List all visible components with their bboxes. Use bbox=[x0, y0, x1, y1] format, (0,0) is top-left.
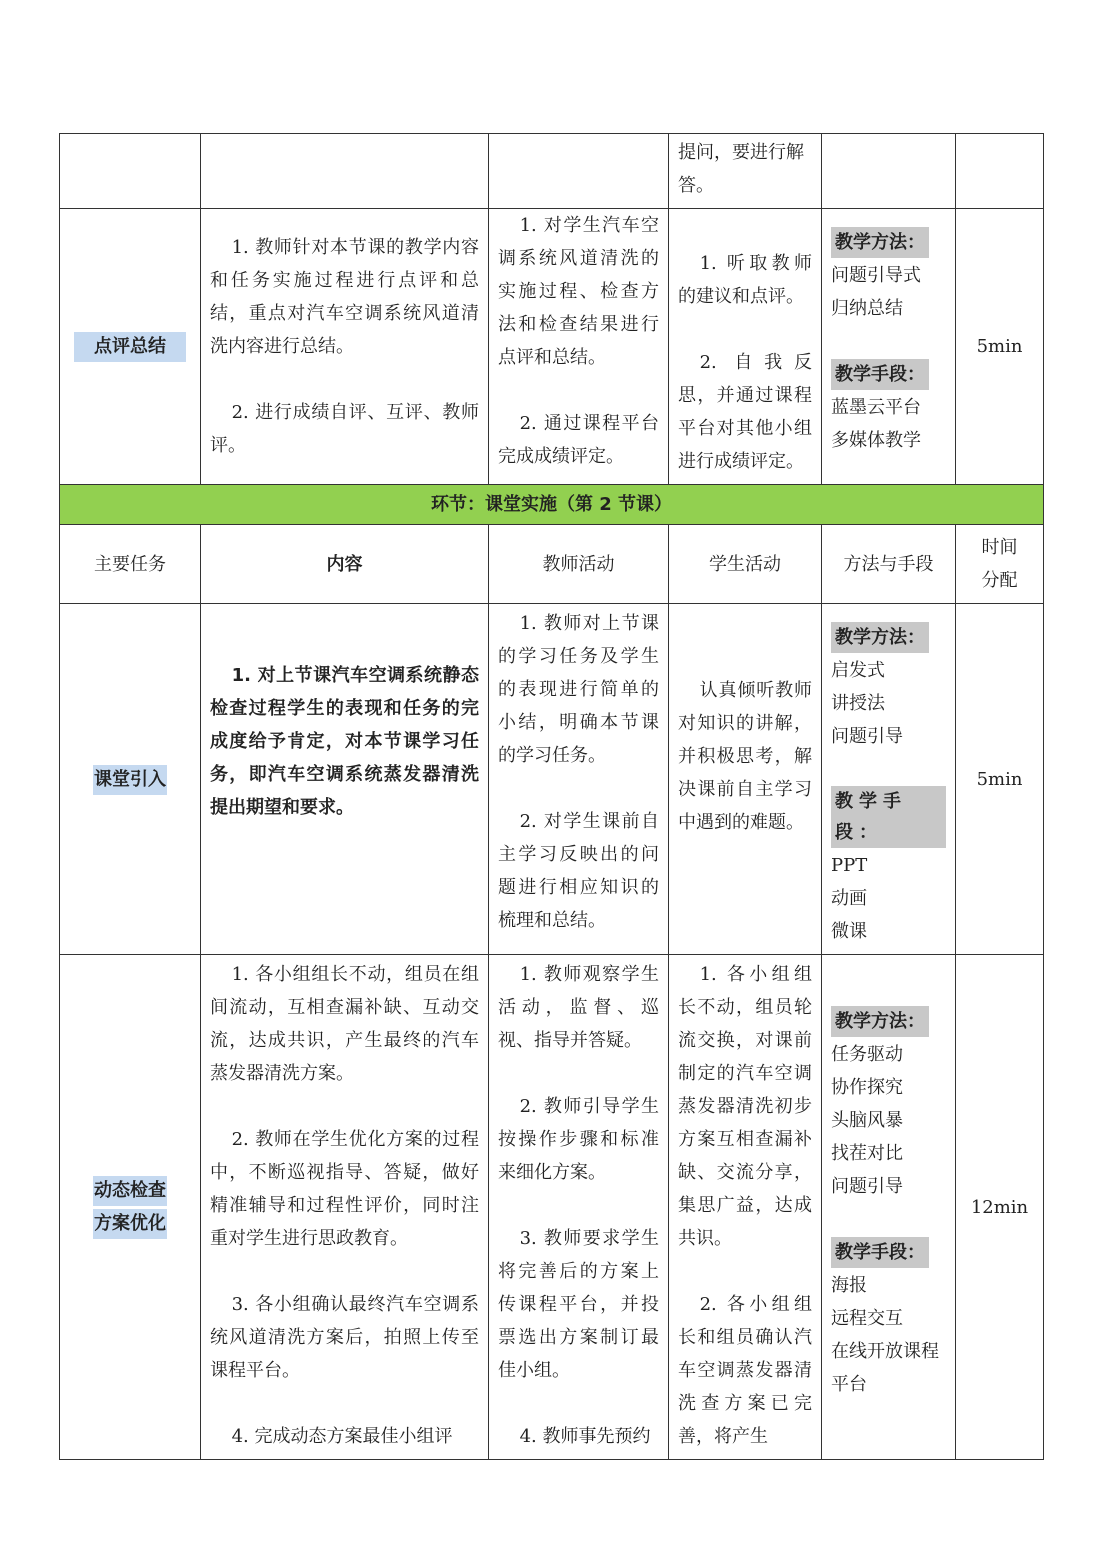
content-text: 4. 完成动态方案最佳小组评 bbox=[231, 1426, 453, 1447]
teacher-text: 2. 对学生课前自主学习反映出的问题进行相应知识的梳理和总结。 bbox=[498, 811, 659, 931]
table-row bbox=[60, 209, 1044, 485]
time-cell bbox=[956, 134, 1044, 209]
method-item: 问题引导式 bbox=[831, 265, 921, 286]
teacher-cell bbox=[489, 134, 669, 209]
time-cell bbox=[956, 955, 1044, 1460]
means-item: 动画 bbox=[831, 888, 867, 909]
means-title: 教学手段： bbox=[831, 359, 929, 390]
method-title: 教学方法： bbox=[831, 622, 929, 653]
teacher-cell bbox=[489, 955, 669, 1460]
method-item: 协作探究 bbox=[831, 1077, 903, 1098]
section-row bbox=[60, 485, 1044, 525]
method-item: 问题引导 bbox=[831, 726, 903, 747]
time-cell bbox=[956, 209, 1044, 485]
student-cell bbox=[669, 955, 822, 1460]
content-text: 2. 教师在学生优化方案的过程中，不断巡视指导、答疑，做好精准辅导和过程性评价，同时注重对学生进行思政教育。 bbox=[210, 1129, 479, 1249]
teacher-text: 3. 教师要求学生将完善后的方案上传课程平台，并投票选出方案制订最佳小组。 bbox=[498, 1228, 659, 1381]
content-cell bbox=[201, 604, 489, 955]
teacher-text: 1. 教师观察学生活动，监督、巡视、指导并答疑。 bbox=[498, 964, 659, 1051]
student-text: 2. 各小组组长和组员确认汽车空调蒸发器清洗查方案已完善，将产生 bbox=[678, 1294, 812, 1447]
content-text: 1. 对上节课汽车空调系统静态检查过程学生的表现和任务的完成度给予肯定，对本节课学习任务，即汽车空调系统蒸发器清洗提出期望和要求。 bbox=[210, 665, 479, 818]
teacher-cell bbox=[489, 604, 669, 955]
method-item: 任务驱动 bbox=[831, 1044, 903, 1065]
method-item: 头脑风暴 bbox=[831, 1110, 903, 1131]
method-cell bbox=[822, 955, 956, 1460]
method-item: 启发式 bbox=[831, 660, 885, 681]
method-cell bbox=[822, 134, 956, 209]
task-label: 动态检查 bbox=[93, 1176, 167, 1206]
time-value: 5min bbox=[976, 768, 1023, 790]
content-text: 1. 教师针对本节课的教学内容和任务实施过程进行点评和总结，重点对汽车空调系统风道清洗内容进行总结。 bbox=[210, 237, 479, 357]
student-cell bbox=[669, 604, 822, 955]
table-row bbox=[60, 604, 1044, 955]
time-value: 12min bbox=[970, 1196, 1029, 1218]
header-content: 内容 bbox=[201, 525, 489, 604]
header-row bbox=[60, 525, 1044, 604]
method-item: 讲授法 bbox=[831, 693, 885, 714]
teacher-text: 4. 教师事先预约 bbox=[519, 1426, 651, 1447]
method-cell bbox=[822, 209, 956, 485]
student-cell bbox=[669, 209, 822, 485]
student-text: 2. 自我反思，并通过课程平台对其他小组进行成绩评定。 bbox=[678, 352, 812, 472]
method-cell bbox=[822, 604, 956, 955]
student-text: 1. 各小组组长不动，组员轮流交换，对课前制定的汽车空调蒸发器清洗初步方案互相查漏补缺、交流分享，集思广益，达成共识。 bbox=[678, 964, 812, 1249]
task-cell bbox=[60, 604, 201, 955]
table-row bbox=[60, 134, 1044, 209]
header-task: 主要任务 bbox=[60, 525, 201, 604]
table-row bbox=[60, 955, 1044, 1460]
means-item: 远程交互 bbox=[831, 1308, 903, 1329]
header-time-line: 分配 bbox=[981, 570, 1018, 591]
method-title: 教学方法： bbox=[831, 1006, 929, 1037]
teacher-text: 1. 对学生汽车空调系统风道清洗的实施过程、检查方法和检查结果进行点评和总结。 bbox=[498, 215, 659, 368]
header-method: 方法与手段 bbox=[822, 525, 956, 604]
task-cell bbox=[60, 134, 201, 209]
means-item: 海报 bbox=[831, 1275, 867, 1296]
means-item: 蓝墨云平台 bbox=[831, 397, 921, 418]
task-cell bbox=[60, 955, 201, 1460]
means-title: 教学手段： bbox=[831, 1237, 929, 1268]
content-cell bbox=[201, 955, 489, 1460]
header-teacher: 教师活动 bbox=[489, 525, 669, 604]
content-cell bbox=[201, 134, 489, 209]
method-item: 归纳总结 bbox=[831, 298, 903, 319]
task-label: 方案优化 bbox=[93, 1209, 167, 1239]
task-label: 课堂引入 bbox=[93, 765, 167, 795]
student-text: 认真倾听教师对知识的讲解，并积极思考，解决课前自主学习中遇到的难题。 bbox=[678, 680, 812, 833]
lesson-plan-table bbox=[59, 133, 1044, 1460]
header-student: 学生活动 bbox=[669, 525, 822, 604]
student-text: 1. 听取教师的建议和点评。 bbox=[678, 253, 812, 307]
content-cell bbox=[201, 209, 489, 485]
header-time bbox=[956, 525, 1044, 604]
time-value: 5min bbox=[976, 336, 1023, 357]
teacher-cell bbox=[489, 209, 669, 485]
teacher-text: 2. 通过课程平台完成成绩评定。 bbox=[498, 413, 659, 467]
student-text: 提问，要进行解答。 bbox=[678, 142, 804, 196]
section-title: 环节：课堂实施（第 2 节课） bbox=[60, 485, 1044, 525]
task-cell bbox=[60, 209, 201, 485]
method-title: 教学方法： bbox=[831, 227, 929, 258]
method-item: 问题引导 bbox=[831, 1176, 903, 1197]
method-item: 找茬对比 bbox=[831, 1143, 903, 1164]
content-text: 2. 进行成绩自评、互评、教师评。 bbox=[210, 402, 479, 456]
task-label: 点评总结 bbox=[74, 332, 186, 362]
means-item: PPT bbox=[831, 855, 868, 876]
means-item: 在线开放课程平台 bbox=[831, 1341, 939, 1395]
teacher-text: 2. 教师引导学生按操作步骤和标准来细化方案。 bbox=[498, 1096, 659, 1183]
time-cell bbox=[956, 604, 1044, 955]
means-item: 多媒体教学 bbox=[831, 430, 921, 451]
means-title: 教学手段： bbox=[831, 786, 946, 848]
content-text: 3. 各小组确认最终汽车空调系统风道清洗方案后，拍照上传至课程平台。 bbox=[210, 1294, 479, 1381]
content-text: 1. 各小组组长不动，组员在组间流动，互相查漏补缺、互动交流，达成共识，产生最终的汽车蒸发器清洗方案。 bbox=[210, 964, 479, 1084]
teacher-text: 1. 教师对上节课的学习任务及学生的表现进行简单的小结，明确本节课的学习任务。 bbox=[498, 613, 659, 766]
means-item: 微课 bbox=[831, 921, 867, 942]
header-time-line: 时间 bbox=[981, 537, 1018, 558]
student-cell bbox=[669, 134, 822, 209]
